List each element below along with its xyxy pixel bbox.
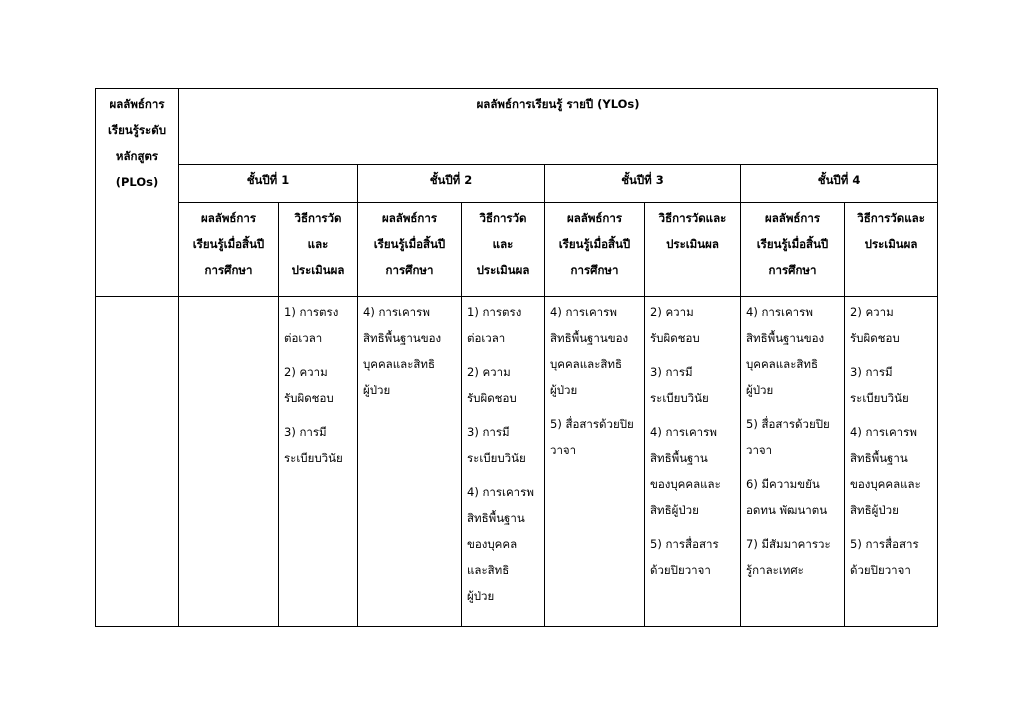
- list-item-line: บุคคลและสิทธิ: [550, 357, 622, 371]
- y4-method-cell: [845, 297, 938, 627]
- header-line: การศึกษา: [768, 263, 817, 277]
- year-2-label: ชั้นปีที่ 2: [429, 173, 473, 187]
- list-item-line: ต่อเวลา: [284, 331, 323, 345]
- ylo-title: ผลลัพธ์การเรียนรู้ รายปี (YLOs): [476, 97, 640, 111]
- list-item-line: 2) ความ: [467, 365, 511, 379]
- list-item-line: อดทน พัฒนาตน: [746, 503, 828, 517]
- list-item: [284, 299, 352, 351]
- list-item: [550, 411, 639, 463]
- list-item-line: 4) การเคารพ: [746, 305, 813, 319]
- header-line: ผลลัพธ์การ: [566, 211, 623, 225]
- list-item-line: 3) การมี: [850, 365, 893, 379]
- list-item: [850, 299, 932, 351]
- header-line: ประเมินผล: [476, 263, 530, 277]
- list-item-line: ผู้ป่วย: [467, 589, 495, 603]
- list-item-line: รู้กาละเทศะ: [746, 563, 804, 577]
- list-item-line: บุคคลและสิทธิ: [746, 357, 818, 371]
- list-item-line: 2) ความ: [850, 305, 894, 319]
- list-item-line: บุคคลและสิทธิ: [363, 357, 435, 371]
- list-item: [467, 359, 539, 411]
- ylo-title-cell: [179, 89, 938, 165]
- y1-method-cell: [279, 297, 358, 627]
- list-item-line: สิทธิพื้นฐานของ: [746, 331, 825, 345]
- list-item-line: ของบุคคล: [467, 537, 518, 551]
- list-item-line: ต่อเวลา: [467, 331, 506, 345]
- y4-outcome-cell: [741, 297, 845, 627]
- y4-outcome-header: [741, 203, 845, 297]
- list-item-line: วาจา: [746, 443, 773, 457]
- list-item: [850, 419, 932, 523]
- year-1-header: [179, 165, 358, 203]
- header-line: การศึกษา: [204, 263, 253, 277]
- list-item-line: รับผิดชอบ: [284, 391, 334, 405]
- list-item-line: รับผิดชอบ: [467, 391, 517, 405]
- list-item: [746, 531, 839, 583]
- year-1-label: ชั้นปีที่ 1: [246, 173, 290, 187]
- list-item-line: 7) มีสัมมาคารวะ: [746, 537, 831, 551]
- y1-outcome-cell: [179, 297, 279, 627]
- header-line: วิธีการวัด: [479, 211, 527, 225]
- list-item-line: 4) การเคารพ: [467, 485, 534, 499]
- list-item-line: ระเบียบวินัย: [650, 391, 709, 405]
- header-line: และ: [307, 237, 329, 251]
- list-item-line: 3) การมี: [284, 425, 327, 439]
- list-item-line: 1) การตรง: [467, 305, 522, 319]
- ylo-table: [95, 88, 938, 627]
- list-item-line: สิทธิพื้นฐาน: [650, 451, 708, 465]
- list-item-line: 6) มีความขยัน: [746, 477, 820, 491]
- list-item: [650, 419, 735, 523]
- list-item-line: ของบุคคลและ: [850, 477, 921, 491]
- year-3-header: [545, 165, 741, 203]
- y2-outcome-cell: [358, 297, 462, 627]
- header-line: เรียนรู้เมื่อสิ้นปี: [192, 237, 265, 251]
- list-item-line: ระเบียบวินัย: [467, 451, 526, 465]
- header-line: ผลลัพธ์การ: [381, 211, 438, 225]
- list-item: [746, 299, 839, 403]
- y2-method-header: [462, 203, 545, 297]
- list-item: [467, 419, 539, 471]
- list-item-line: และสิทธิ: [467, 563, 510, 577]
- plo-header-line: เรียนรู้ระดับ: [107, 123, 166, 137]
- list-item: [284, 419, 352, 471]
- list-item-line: ระเบียบวินัย: [850, 391, 909, 405]
- y3-outcome-cell: [545, 297, 645, 627]
- list-item: [550, 299, 639, 403]
- plo-header-line: (PLOs): [115, 175, 159, 189]
- list-item-line: สิทธิพื้นฐานของ: [363, 331, 442, 345]
- y4-method-header: [845, 203, 938, 297]
- list-item: [650, 359, 735, 411]
- list-item-line: 3) การมี: [467, 425, 510, 439]
- y3-method-header: [645, 203, 741, 297]
- year-2-header: [358, 165, 545, 203]
- plo-header-line: หลักสูตร: [115, 149, 159, 163]
- list-item-line: 5) การสื่อสาร: [850, 537, 919, 551]
- list-item-line: สิทธิพื้นฐานของ: [550, 331, 629, 345]
- header-line: วิธีการวัด: [294, 211, 342, 225]
- list-item-line: สิทธิพื้นฐาน: [467, 511, 525, 525]
- header-line: วิธีการวัดและ: [857, 211, 925, 225]
- header-line: วิธีการวัดและ: [658, 211, 727, 225]
- y3-outcome-header: [545, 203, 645, 297]
- list-item-line: ผู้ป่วย: [746, 383, 774, 397]
- header-line: เรียนรู้เมื่อสิ้นปี: [373, 237, 446, 251]
- list-item-line: 1) การตรง: [284, 305, 339, 319]
- year-3-label: ชั้นปีที่ 3: [621, 173, 664, 187]
- year-4-header: [741, 165, 938, 203]
- year-4-label: ชั้นปีที่ 4: [817, 173, 861, 187]
- header-line: ผลลัพธ์การ: [764, 211, 821, 225]
- list-item: [284, 359, 352, 411]
- list-item: [467, 479, 539, 609]
- list-item-line: 2) ความ: [650, 305, 694, 319]
- list-item-line: วาจา: [550, 443, 577, 457]
- plo-header-line: ผลลัพธ์การ: [109, 97, 165, 111]
- y3-method-cell: [645, 297, 741, 627]
- list-item-line: ผู้ป่วย: [550, 383, 578, 397]
- list-item: [850, 359, 932, 411]
- y2-outcome-header: [358, 203, 462, 297]
- list-item-line: 4) การเคารพ: [550, 305, 617, 319]
- list-item-line: สิทธิผู้ป่วย: [850, 503, 899, 517]
- list-item-line: ด้วยปิยวาจา: [850, 563, 911, 577]
- list-item-line: สิทธิพื้นฐาน: [850, 451, 908, 465]
- list-item-line: รับผิดชอบ: [850, 331, 900, 345]
- list-item-line: 4) การเคารพ: [650, 425, 717, 439]
- list-item-line: 2) ความ: [284, 365, 328, 379]
- list-item-line: ผู้ป่วย: [363, 383, 391, 397]
- list-item-line: 5) สื่อสารด้วยปิย: [550, 417, 634, 431]
- header-line: การศึกษา: [385, 263, 434, 277]
- list-item-line: 4) การเคารพ: [850, 425, 917, 439]
- header-line: ประเมินผล: [291, 263, 345, 277]
- header-line: เรียนรู้เมื่อสิ้นปี: [558, 237, 631, 251]
- list-item-line: ระเบียบวินัย: [284, 451, 343, 465]
- list-item-line: 4) การเคารพ: [363, 305, 430, 319]
- list-item-line: 3) การมี: [650, 365, 693, 379]
- list-item: [363, 299, 456, 403]
- list-item: [467, 299, 539, 351]
- list-item: [650, 531, 735, 583]
- list-item-line: 5) การสื่อสาร: [650, 537, 719, 551]
- list-item: [746, 471, 839, 523]
- header-line: ประเมินผล: [666, 237, 719, 251]
- list-item: [746, 411, 839, 463]
- list-item-line: สิทธิผู้ป่วย: [650, 503, 699, 517]
- list-item: [650, 299, 735, 351]
- header-line: ผลลัพธ์การ: [200, 211, 257, 225]
- header-line: ประเมินผล: [864, 237, 918, 251]
- header-line: และ: [492, 237, 514, 251]
- y1-outcome-header: [179, 203, 279, 297]
- plo-body-cell: [96, 297, 179, 627]
- header-line: เรียนรู้เมื่อสิ้นปี: [756, 237, 829, 251]
- y2-method-cell: [462, 297, 545, 627]
- list-item: [850, 531, 932, 583]
- list-item-line: รับผิดชอบ: [650, 331, 700, 345]
- header-line: การศึกษา: [570, 263, 619, 277]
- list-item-line: ด้วยปิยวาจา: [650, 563, 711, 577]
- plo-header-cell: [96, 89, 179, 297]
- list-item-line: ของบุคคลและ: [650, 477, 721, 491]
- list-item-line: 5) สื่อสารด้วยปิย: [746, 417, 830, 431]
- y1-method-header: [279, 203, 358, 297]
